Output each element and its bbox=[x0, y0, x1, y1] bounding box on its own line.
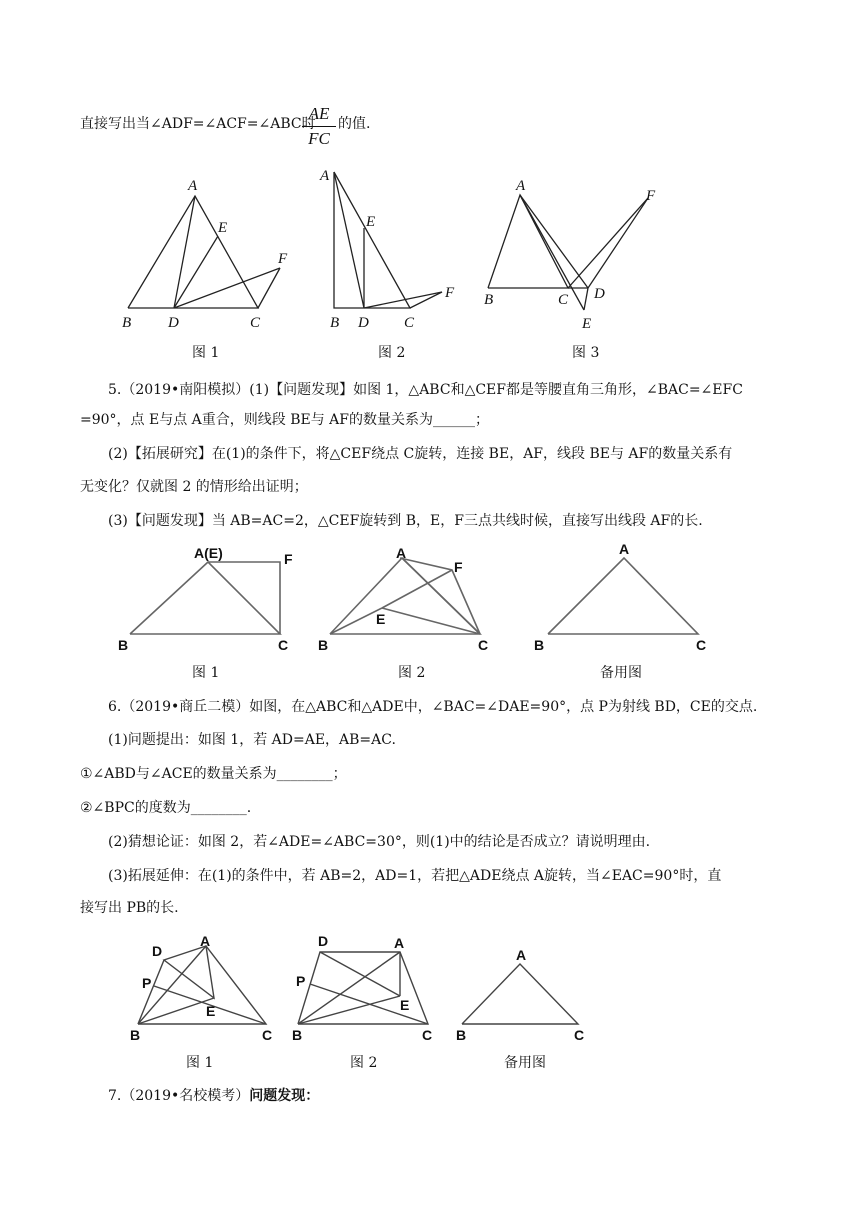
label-d: D bbox=[594, 286, 605, 302]
q5-line5: (3)【问题发现】当 AB=AC=2，△CEF旋转到 B，E，F三点共线时候，直接写出线段 AF的长. bbox=[108, 513, 703, 529]
label-f: F bbox=[445, 285, 455, 301]
label-e: E bbox=[206, 1003, 216, 1019]
fraction-numerator: AE bbox=[308, 104, 330, 123]
segment-ad bbox=[334, 172, 364, 308]
segment-df bbox=[588, 198, 648, 288]
label-a: A bbox=[516, 947, 527, 963]
q7-prefix: 7.（2019•名校模考） bbox=[108, 1088, 250, 1104]
q6-figure-2 bbox=[290, 930, 450, 1045]
label-b: B bbox=[456, 1027, 467, 1042]
label-e: E bbox=[376, 611, 386, 627]
q5-figure-3 bbox=[528, 540, 718, 658]
q6-line2: (1)问题提出：如图 1，若 AD=AE，AB=AC. bbox=[108, 732, 396, 748]
label-a: A bbox=[320, 168, 330, 184]
label-b: B bbox=[318, 637, 329, 653]
q5-figure-2 bbox=[312, 540, 502, 658]
triangle-abc bbox=[462, 964, 578, 1024]
triangle-ade bbox=[164, 946, 214, 998]
label-d: D bbox=[358, 315, 369, 331]
figure-row1-3 bbox=[480, 160, 670, 335]
label-b: B bbox=[292, 1027, 303, 1043]
q6-line3: ①∠ABD与∠ACE的数量关系为________； bbox=[80, 766, 347, 782]
segment-fe bbox=[382, 570, 452, 608]
q7-line bbox=[108, 1086, 319, 1106]
q6-line6: (3)拓展延伸：在(1)的条件中，若 AB=2，AD=1，若把△ADE绕点 A旋转，当∠EAC=90°时，直 bbox=[108, 868, 722, 884]
segment-ed bbox=[584, 288, 588, 310]
label-a: A bbox=[394, 935, 405, 951]
intro-suffix: 的值. bbox=[338, 116, 371, 132]
segment-de bbox=[320, 952, 400, 996]
label-f: F bbox=[646, 188, 656, 204]
label-d: D bbox=[168, 315, 179, 331]
figure-row1-1 bbox=[110, 160, 310, 335]
label-a: A bbox=[188, 178, 198, 194]
q6-caption-2: 图 2 bbox=[350, 1055, 378, 1071]
label-e: E bbox=[400, 997, 410, 1013]
segment-be bbox=[330, 608, 382, 634]
label-a-e: A(E) bbox=[194, 545, 223, 561]
segment-bd bbox=[138, 960, 164, 1024]
q6-figure-3 bbox=[452, 942, 592, 1042]
q5-figure-1 bbox=[112, 540, 302, 658]
label-a: A bbox=[396, 545, 407, 561]
segment-ac-inner bbox=[402, 558, 480, 634]
label-f: F bbox=[278, 251, 288, 267]
label-a: A bbox=[619, 541, 630, 557]
label-c: C bbox=[574, 1027, 585, 1042]
label-c: C bbox=[478, 637, 489, 653]
label-c: C bbox=[696, 637, 707, 653]
label-b: B bbox=[122, 315, 132, 331]
q5-line4: 无变化？仅就图 2 的情形给出证明； bbox=[80, 479, 308, 495]
label-c: C bbox=[278, 637, 289, 653]
intro-text bbox=[80, 114, 316, 134]
figure-row1-2 bbox=[312, 160, 472, 335]
label-a: A bbox=[516, 178, 526, 194]
triangle-abc bbox=[548, 558, 698, 634]
label-c: C bbox=[404, 315, 415, 331]
fraction-ae-fc bbox=[302, 104, 336, 149]
segment-ec bbox=[382, 608, 480, 634]
caption-row1-1: 图 1 bbox=[192, 345, 220, 361]
label-b: B bbox=[118, 637, 129, 653]
q7-heading: 问题发现： bbox=[249, 1088, 320, 1104]
label-c: C bbox=[422, 1027, 433, 1043]
q5-line2: =90°，点 E与点 A重合，则线段 BE与 AF的数量关系为______； bbox=[80, 412, 490, 428]
segment-df bbox=[174, 268, 280, 308]
segment-cf bbox=[568, 198, 648, 288]
segment-fc bbox=[258, 268, 280, 308]
q6-caption-3: 备用图 bbox=[504, 1055, 546, 1071]
q6-line7: 接写出 PB的长. bbox=[80, 900, 179, 916]
q6-line5: (2)猜想论证：如图 2，若∠ADE=∠ABC=30°，则(1)中的结论是否成立？请说明理由. bbox=[108, 834, 651, 850]
fraction-denominator: FC bbox=[308, 129, 330, 148]
label-b: B bbox=[130, 1027, 141, 1043]
q5-caption-2: 图 2 bbox=[398, 665, 426, 681]
fraction-bar bbox=[302, 126, 336, 127]
label-b: B bbox=[534, 637, 545, 653]
q5-caption-1: 图 1 bbox=[192, 665, 220, 681]
label-b: B bbox=[330, 315, 340, 331]
segment-fc bbox=[410, 292, 442, 308]
label-a: A bbox=[200, 933, 211, 949]
intro-prefix: 直接写出当∠ADF=∠ACF=∠ABC时 bbox=[80, 116, 316, 132]
label-e: E bbox=[366, 214, 376, 230]
q5-caption-3: 备用图 bbox=[600, 665, 642, 681]
label-c: C bbox=[558, 292, 569, 308]
label-c: C bbox=[250, 315, 261, 331]
label-c: C bbox=[262, 1027, 273, 1043]
triangle-abc bbox=[130, 562, 280, 634]
label-e: E bbox=[582, 316, 592, 332]
label-d: D bbox=[152, 943, 163, 959]
triangle-abc bbox=[128, 196, 258, 308]
label-f: F bbox=[454, 559, 463, 575]
label-f: F bbox=[284, 551, 293, 567]
segment-ad bbox=[520, 195, 588, 288]
q5-line3: (2)【拓展研究】在(1)的条件下，将△CEF绕点 C旋转，连接 BE，AF，线段 BE与 AF的数量关系有 bbox=[108, 446, 733, 462]
q5-line1: 5.（2019•南阳模拟）(1)【问题发现】如图 1，△ABC和△CEF都是等腰直角三角形，∠BAC=∠EFC bbox=[108, 382, 743, 398]
segment-ae bbox=[520, 195, 584, 310]
caption-row1-2: 图 2 bbox=[378, 345, 406, 361]
q6-figure-1 bbox=[126, 930, 286, 1045]
caption-row1-3: 图 3 bbox=[572, 345, 600, 361]
triangle-abc bbox=[334, 172, 410, 308]
trapezoid-dabc bbox=[298, 952, 428, 1024]
label-e: E bbox=[218, 220, 228, 236]
label-b: B bbox=[484, 292, 494, 308]
q6-caption-1: 图 1 bbox=[186, 1055, 214, 1071]
label-p: P bbox=[296, 973, 306, 989]
q6-line1: 6.（2019•商丘二模）如图，在△ABC和△ADE中，∠BAC=∠DAE=90°，点 P为射线 BD，CE的交点. bbox=[108, 699, 758, 715]
label-d: D bbox=[318, 933, 329, 949]
q6-line4: ②∠BPC的度数为________. bbox=[80, 800, 252, 816]
label-p: P bbox=[142, 975, 152, 991]
